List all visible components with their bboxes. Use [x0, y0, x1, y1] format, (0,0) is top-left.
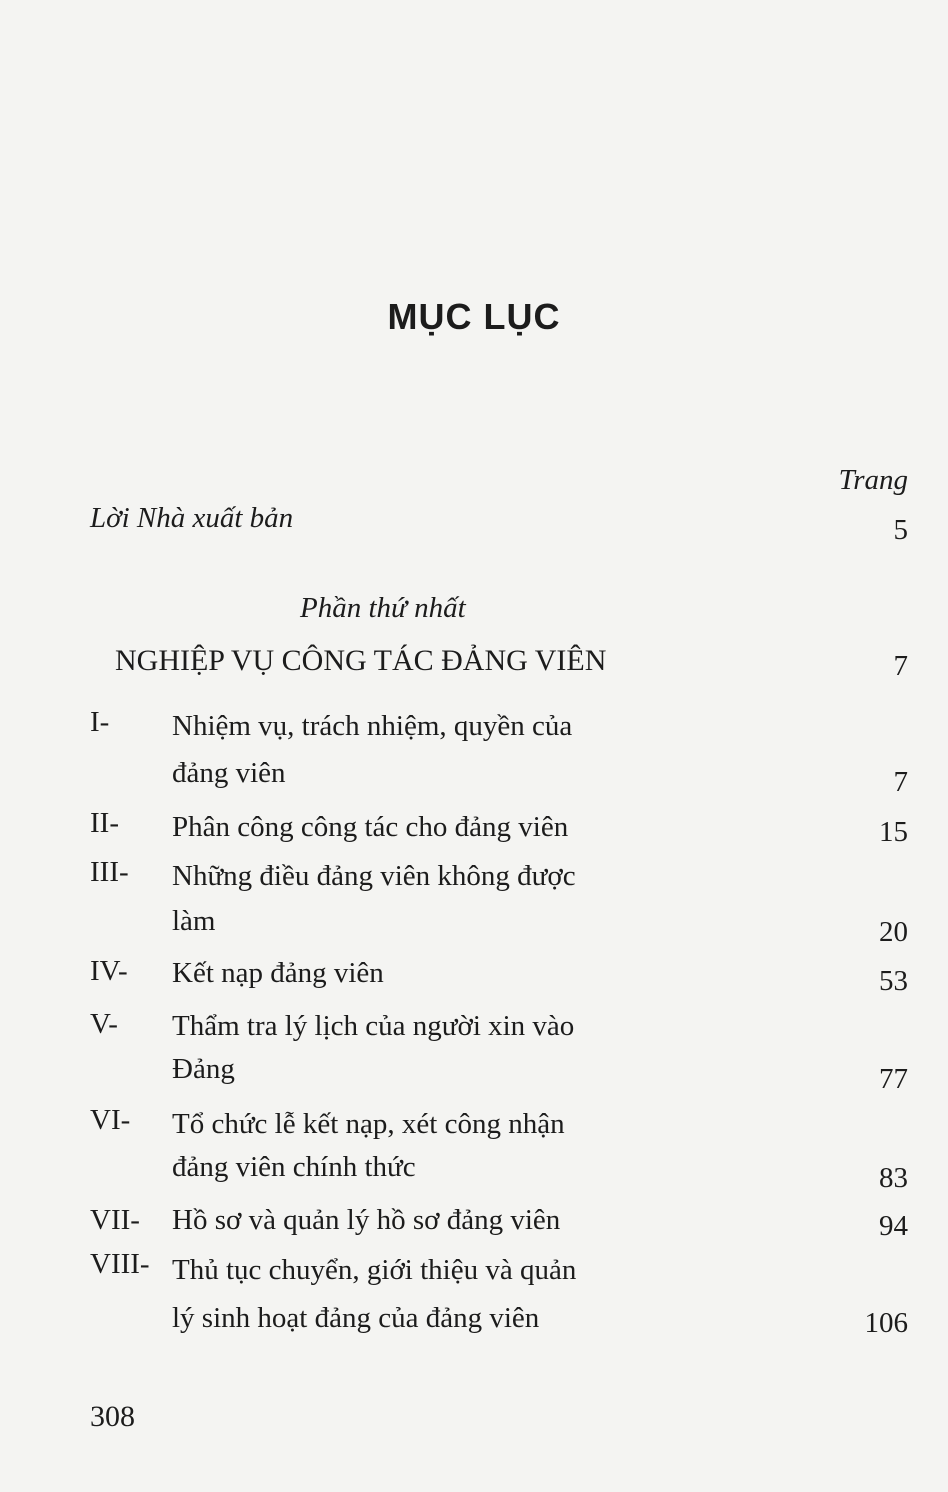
- entry-page: 15: [879, 816, 908, 848]
- entry-number: IV-: [90, 955, 128, 987]
- entry-title: Thủ tục chuyển, giới thiệu và quản: [172, 1254, 577, 1286]
- entry-title: Tổ chức lễ kết nạp, xét công nhận: [172, 1108, 565, 1140]
- entry-number: III-: [90, 856, 129, 888]
- entry-title-cont: lý sinh hoạt đảng của đảng viên: [172, 1302, 540, 1334]
- column-header: Trang: [838, 464, 908, 496]
- entry-page: 20: [879, 916, 908, 948]
- entry-title-cont: đảng viên: [172, 757, 286, 789]
- entry-number: VIII-: [90, 1248, 150, 1280]
- part-page: 7: [893, 650, 908, 682]
- entry-number: V-: [90, 1008, 118, 1040]
- entry-title: Những điều đảng viên không được: [172, 860, 576, 892]
- preface-label: Lời Nhà xuất bản: [90, 502, 294, 534]
- entry-number: II-: [90, 807, 119, 839]
- entry-number: VII-: [90, 1204, 140, 1236]
- entry-title: Thẩm tra lý lịch của người xin vào: [172, 1010, 575, 1042]
- entry-title: Kết nạp đảng viên: [172, 957, 384, 989]
- entry-page: 83: [879, 1162, 908, 1194]
- entry-page: 53: [879, 965, 908, 997]
- entry-page: 106: [864, 1307, 908, 1339]
- bleed-through: [104, 100, 924, 130]
- entry-title: Hồ sơ và quản lý hồ sơ đảng viên: [172, 1204, 561, 1236]
- entry-page: 77: [879, 1063, 908, 1095]
- entry-title: Nhiệm vụ, trách nhiệm, quyền của: [172, 710, 573, 742]
- entry-title-cont: đảng viên chính thức: [172, 1151, 416, 1183]
- entry-number: VI-: [90, 1104, 131, 1136]
- entry-page: 7: [893, 766, 908, 798]
- entry-title: Phân công công tác cho đảng viên: [172, 811, 569, 843]
- preface-page: 5: [893, 514, 908, 546]
- entry-title-cont: làm: [172, 905, 216, 937]
- page-title: MỤC LỤC: [387, 296, 561, 337]
- part-label: Phần thứ nhất: [300, 592, 466, 624]
- entry-title-cont: Đảng: [172, 1053, 235, 1085]
- entry-page: 94: [879, 1210, 908, 1242]
- part-title: NGHIỆP VỤ CÔNG TÁC ĐẢNG VIÊN: [115, 644, 607, 677]
- page-number: 308: [90, 1400, 135, 1433]
- entry-number: I-: [90, 706, 110, 738]
